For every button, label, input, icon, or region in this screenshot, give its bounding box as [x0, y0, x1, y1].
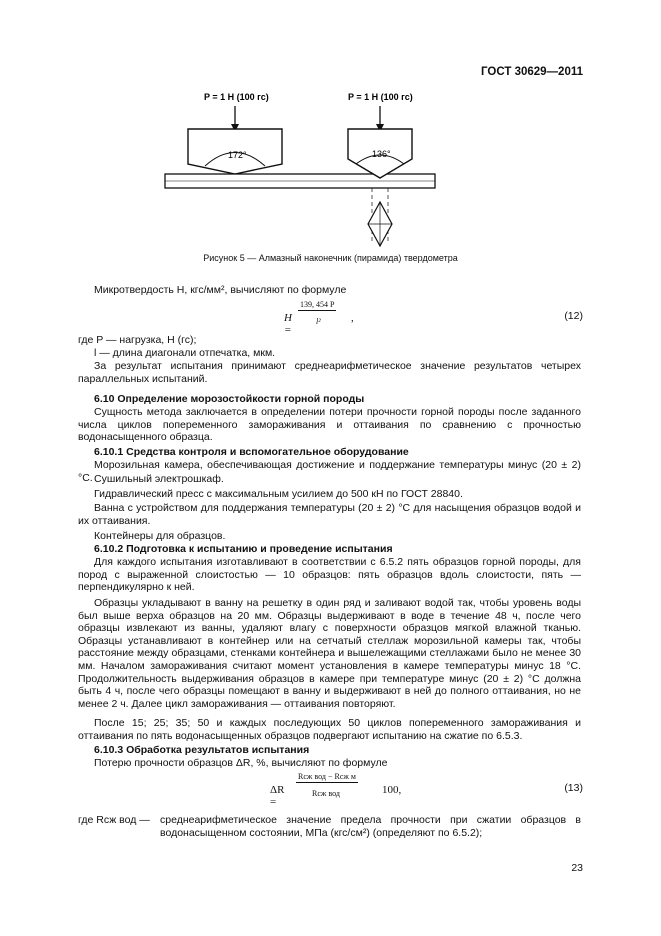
section-6-10-text: Сущность метода заключается в определении потери прочности горной породы после заданного числа циклов попеременного замораживания и оттаивания по сравнению с прочностью водонасыщенного образца. — [78, 406, 581, 444]
section-6-10-2-para-a: Для каждого испытания изготавливают в соответствии с 6.5.2 пять образцов горной породы, для пород с выраженной слоистостью — 10 образцов: пять образцов вдоль слоистости, пять — перпендикулярно к ней. — [78, 556, 581, 594]
eq12-tail: , — [351, 312, 354, 324]
where-r: среднеарифметическое значение предела прочности при сжатии образцов в водонасыщенном состоянии, МПа (кгс/см²) (определяют по 6.5.2); — [160, 814, 581, 839]
figure-caption: Рисунок 5 — Алмазный наконечник (пирамида) твердометра — [203, 253, 458, 263]
eq12-numerator: 139, 454 P — [300, 300, 335, 309]
eq12-lhs: H = — [284, 312, 292, 336]
eq13-numerator: Rсж вод − Rсж м — [298, 772, 356, 781]
result-paragraph: За результат испытания принимают среднеарифметическое значение результатов четырех параллельных испытаний. — [78, 360, 581, 385]
section-6-10-1-heading: 6.10.1 Средства контроля и вспомогательное оборудование — [94, 446, 409, 458]
equipment-freezer: Морозильная камера, обеспечивающая достижение и поддержание температуры минус (20 ± 2) °С. — [78, 459, 581, 484]
eq12-denominator: l² — [316, 317, 321, 326]
eq13-number: (13) — [564, 782, 583, 794]
equipment-drying-cabinet: Сушильный электрошкаф. — [94, 473, 224, 485]
equipment-press: Гидравлический пресс с максимальным усилием до 500 кН по ГОСТ 28840. — [94, 488, 463, 500]
where-r-lead: где Rсж вод — — [78, 814, 150, 826]
indenter-diagram — [150, 84, 450, 259]
section-6-10-heading: 6.10 Определение морозостойкости горной породы — [94, 393, 365, 405]
document-number: ГОСТ 30629—2011 — [481, 66, 583, 78]
page-number: 23 — [571, 862, 583, 874]
section-6-10-3-text: Потерю прочности образцов ΔR, %, вычисляют по формуле — [94, 757, 388, 769]
section-6-10-2-heading: 6.10.2 Подготовка к испытанию и проведение испытания — [94, 543, 393, 555]
section-6-10-2-para-b: Образцы укладывают в ванну на решетку в один ряд и заливают водой так, чтобы уровень воды был выше верха образцов на 20 мм. Образцы выдерживают в воде в течение 48 ч, после чего образцы извлекают из ванны, удаляют влагу с поверхности образцов мягкой влажной тканью. Образцы устанавливают в контейнер или на сетчатый стеллаж морозильной камеры так, чтобы расстояние между образцами, стенками контейнера и вышележащими стеллажами было не менее 30 мм. Началом замораживания считают момент установления в камере температуры минус 18 °С. Продолжительность выдерживания образцов в камере при температуре минус (20 ± 2) °С должна быть 4 ч, после чего образцы помещают в ванну и выдерживают в ней до полного оттаивания, но не менее 2 ч. Далее цикл замораживания — оттаивания повторяют. — [78, 597, 581, 710]
section-6-10-2-para-c: После 15; 25; 35; 50 и каждых последующих 50 циклов попеременного замораживания и оттаивания по пять водонасыщенных образцов подвергают испытанию на сжатие по 6.5.3. — [78, 717, 581, 742]
indenter-figure — [150, 84, 450, 259]
equipment-bath: Ванна с устройством для поддержания температуры (20 ± 2) °С для насыщения образцов водой и их оттаивания. — [78, 502, 581, 527]
eq13-lhs: ΔR = — [270, 784, 285, 808]
micro-intro: Микротвердость H, кгс/мм², вычисляют по формуле — [94, 284, 347, 296]
equipment-containers: Контейнеры для образцов. — [94, 530, 226, 542]
load-label-left: P = 1 Н (100 гс) — [204, 92, 269, 102]
angle-right-label: 136° — [372, 149, 391, 159]
section-6-10-3-heading: 6.10.3 Обработка результатов испытания — [94, 744, 310, 756]
eq13-denominator: Rсж вод — [312, 789, 340, 798]
eq12-number: (12) — [564, 310, 583, 322]
load-label-right: P = 1 Н (100 гс) — [348, 92, 413, 102]
where-p: где P — нагрузка, Н (гс); — [78, 334, 197, 346]
where-l: l — длина диагонали отпечатка, мкм. — [94, 347, 276, 359]
angle-left-label: 172° — [228, 150, 247, 160]
eq13-tail: 100, — [382, 784, 402, 796]
